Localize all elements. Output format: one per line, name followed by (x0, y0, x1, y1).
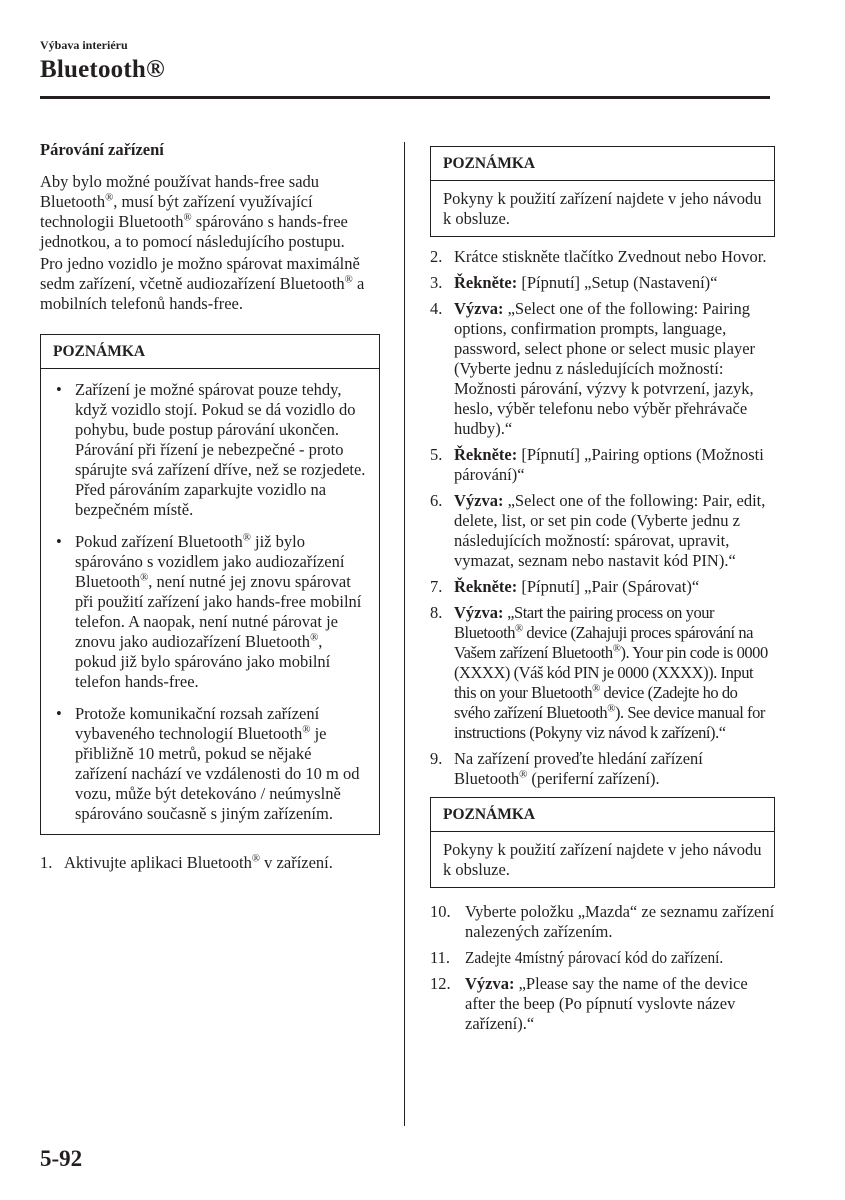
note-body: Pokyny k použití zařízení najdete v jeho návodu k obsluze. (443, 840, 762, 879)
step-label: Řekněte: (454, 273, 518, 292)
step-item (430, 948, 775, 968)
note-heading: POZNÁMKA (431, 798, 774, 832)
step-list (40, 853, 380, 873)
step-item (430, 749, 775, 789)
note-box (430, 797, 775, 888)
step-label: Výzva: (454, 491, 504, 510)
step-text: [Pípnutí] „Setup (Nastavení)“ (517, 273, 718, 292)
step-text: [Pípnutí] „Pair (Spárovat)“ (517, 577, 700, 596)
intro-paragraph: Aby bylo možné používat hands-free sadu Bluetooth®, musí být zařízení využívající technologii Bluetooth® spárováno s hands-free jednotkou, a to pomocí následujícího postupu. (40, 172, 348, 251)
step-number: 10. (430, 902, 451, 921)
step-item (430, 491, 775, 571)
step-number: 1. (40, 853, 53, 872)
step-item (430, 247, 775, 267)
step-text: Vyberte položku „Mazda“ ze seznamu zařízení nalezených zařízením. (465, 902, 775, 941)
step-label: Řekněte: (454, 577, 518, 596)
note-box (430, 146, 775, 237)
note-body (41, 369, 379, 834)
step-number: 8. (430, 603, 443, 622)
note-body: Pokyny k použití zařízení najdete v jeho návodu k obsluze. (443, 189, 762, 228)
step-list (430, 902, 775, 1034)
note-bullet-text: Protože komunikační rozsah zařízení vybaveného technologií Bluetooth® je přibližně 10 metrů, pokud se nějaké zařízení nachází ve vzdálenosti do 10 m od vozu, může být detekováno / neúmyslně spárováno současně s jiným zařízením. (75, 704, 360, 823)
step-text: „Please say the name of the device after the beep (Po pípnutí vyslovte název zařízení).“ (465, 974, 748, 1033)
step-number: 12. (430, 974, 451, 993)
step-item (430, 974, 775, 1034)
left-column (40, 140, 380, 879)
title-rule (40, 96, 770, 99)
note-bullet (53, 532, 367, 692)
step-text: „Select one of the following: Pair, edit, delete, list, or set pin code (Vyberte jednu z následujících možností: spárovat, upravit, vymazat, seznam nebo nastavit kód PIN).“ (454, 491, 766, 570)
step-item (430, 273, 775, 293)
section-heading: Párování zařízení (40, 140, 164, 159)
step-text: Zadejte 4místný párovací kód do zařízení. (465, 948, 724, 967)
column-divider (404, 142, 405, 1126)
right-column (430, 146, 775, 1040)
step-text: [Pípnutí] „Pairing options (Možnosti párování)“ (454, 445, 764, 484)
step-item (430, 603, 775, 743)
note-bullet (53, 704, 367, 824)
step-item (40, 853, 380, 873)
step-list (430, 247, 775, 789)
step-label: Výzva: (465, 974, 515, 993)
note-heading: POZNÁMKA (41, 335, 379, 369)
step-number: 3. (430, 273, 443, 292)
step-text: Krátce stiskněte tlačítko Zvednout nebo Hovor. (454, 247, 767, 266)
step-number: 5. (430, 445, 443, 464)
step-label: Řekněte: (454, 445, 518, 464)
step-label: Výzva: (454, 299, 504, 318)
step-label: Výzva: (454, 603, 504, 622)
step-number: 6. (430, 491, 443, 510)
note-bullet-list (53, 380, 367, 824)
step-item (430, 299, 775, 439)
step-text: Aktivujte aplikaci Bluetooth® v zařízení. (64, 852, 333, 872)
step-number: 2. (430, 247, 443, 266)
step-text: „Start the pairing process on your Bluetooth® device (Zahajuji proces spárování na Vašem zařízení Bluetooth®). Your pin code is 0000 (XXXX) (Váš kód PIN je 0000 (XXXX)). Input this on your Bluetooth® device (Zadejte ho do svého zařízení Bluetooth®). See device manual for instructions (Pokyny viz návod k zařízení).“ (454, 603, 768, 742)
step-number: 4. (430, 299, 443, 318)
page-title: Bluetooth® (40, 56, 165, 83)
step-item (430, 902, 775, 942)
step-number: 9. (430, 749, 443, 768)
step-number: 11. (430, 948, 451, 967)
step-number: 7. (430, 577, 443, 596)
section-label: Výbava interiéru (40, 38, 128, 52)
note-heading: POZNÁMKA (431, 147, 774, 181)
intro-paragraph: Pro jedno vozidlo je možno spárovat maximálně sedm zařízení, včetně audiozařízení Bluetooth® a mobilních telefonů hands-free. (40, 254, 365, 313)
page-number: 5-92 (40, 1146, 83, 1171)
step-item (430, 577, 775, 597)
note-bullet-text: Pokud zařízení Bluetooth® již bylo spárováno s vozidlem jako audiozařízení Bluetooth®, není nutné jej znovu spárovat při použití zařízení jako hands-free mobilní telefon. A naopak, není nutné párovat je znovu jako audiozařízení Bluetooth®, pokud již bylo spárováno jako mobilní telefon hands-free. (75, 531, 362, 691)
note-bullet-text: Zařízení je možné spárovat pouze tehdy, když vozidlo stojí. Pokud se dá vozidlo do pohybu, bude postup párování ukončen. Párování při řízení je nebezpečné - proto spárujte svá zařízení dříve, než se rozjedete. Před párováním zaparkujte vozidlo na bezpečném místě. (75, 380, 366, 519)
note-bullet (53, 380, 367, 520)
step-text: „Select one of the following: Pairing options, confirmation prompts, language, password, select phone or select music player (Vyberte jednu z následujících možností: Možnosti párování, výzvy k potvrzení, jazyk, heslo, výběr telefonu nebo výběr přehrávače hudby).“ (454, 299, 756, 438)
step-text: Na zařízení proveďte hledání zařízení Bluetooth® (periferní zařízení). (454, 749, 703, 788)
note-box (40, 334, 380, 835)
step-item (430, 445, 775, 485)
